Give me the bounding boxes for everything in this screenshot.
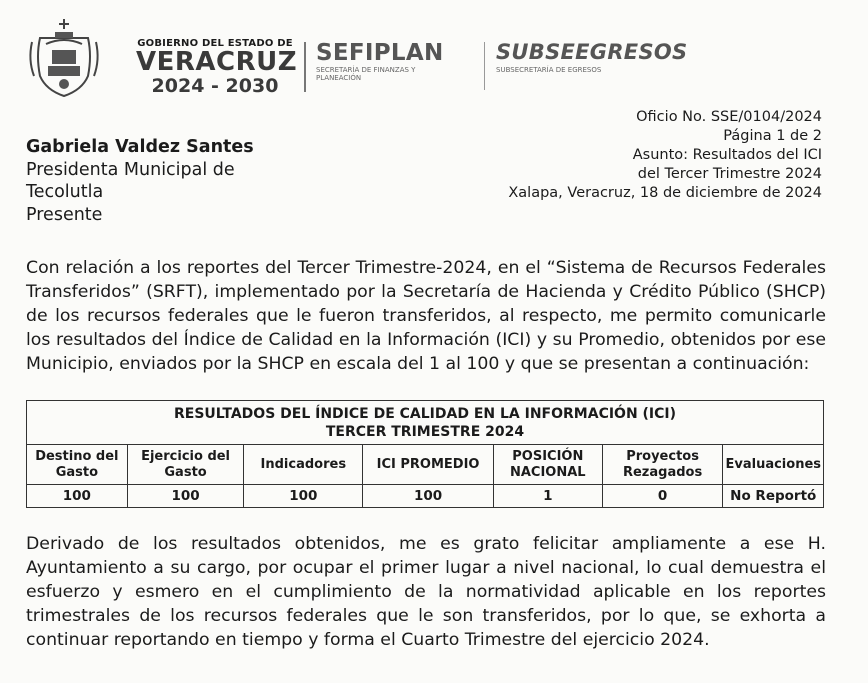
state-government-logo: [136, 38, 298, 97]
table-title-line-2: TERCER TRIMESTRE 2024: [325, 424, 525, 440]
gov-line1: GOBIERNO DEL ESTADO DE: [137, 38, 293, 49]
body-paragraph-2: Derivado de los resultados obtenidos, me es grato felicitar ampliamente a ese H. Ayuntamiento a su cargo, por ocupar el primer lugar a nivel nacional, lo cual demuestra el esfuerzo y esmero en el cumplimiento de la normatividad aplicable en los reportes trimestrales de los recursos federales que le son transferidos, por lo que, se exhorta a continuar reportando en tiempo y forma el Cuarto Trimestre del ejercicio 2024.: [26, 534, 826, 650]
recipient-title-2: Tecolutla: [26, 182, 104, 202]
table-cell: No Reportó: [723, 485, 824, 508]
table-cell: 100: [363, 485, 494, 508]
recipient-title-1: Presidenta Municipal de: [26, 159, 235, 180]
sefiplan-name: SEFIPLAN: [316, 40, 444, 66]
recipient-name: Gabriela Valdez Santes: [26, 137, 254, 157]
sefiplan-subtitle: SECRETARÍA DE FINANZAS Y PLANEACIÓN: [316, 66, 416, 82]
reference-block: [508, 108, 822, 203]
table-header-row: [27, 445, 824, 485]
ici-results-table: [26, 400, 824, 508]
table-cell: 1: [493, 485, 602, 508]
column-header: Indicadores: [244, 445, 363, 485]
table-cell: 100: [244, 485, 363, 508]
subseegresos-logo: [496, 40, 687, 74]
table-cell: 100: [127, 485, 244, 508]
subject-line-1: Asunto: Resultados del ICI: [632, 147, 822, 163]
gov-line3: 2024 - 2030: [151, 75, 279, 97]
header-divider: [484, 42, 485, 90]
table-row: [27, 485, 824, 508]
letterhead: [26, 14, 846, 104]
oficio-number: Oficio No. SSE/0104/2024: [636, 109, 822, 125]
table-cell: 100: [27, 485, 128, 508]
page-number: Página 1 de 2: [723, 128, 822, 144]
body-paragraph-1: Con relación a los reportes del Tercer Trimestre-2024, en el “Sistema de Recursos Federales Transferidos” (SRFT), implementado por la Secretaría de Hacienda y Crédito Público (SHCP) de los recursos federales que le fueron transferidos, al respecto, me permito comunicarle los resultados del Índice de Calidad en la Información (ICI) y su Promedio, obtenidos por ese Municipio, enviados por la SHCP en escala del 1 al 100 y que se presentan a continuación:: [26, 258, 826, 374]
place-date: Xalapa, Veracruz, 18 de diciembre de 2024: [508, 185, 822, 201]
column-header: POSICIÓN NACIONAL: [493, 445, 602, 485]
header-divider: [304, 42, 306, 92]
table-cell: 0: [602, 485, 723, 508]
column-header: Proyectos Rezagados: [602, 445, 723, 485]
sefiplan-logo: [316, 40, 444, 82]
column-header: Ejercicio del Gasto: [127, 445, 244, 485]
subseegresos-subtitle: SUBSECRETARÍA DE EGRESOS: [496, 66, 602, 74]
table-title: [27, 401, 824, 445]
recipient-block: [26, 136, 254, 226]
recipient-presente: Presente: [26, 204, 103, 225]
table-title-line-1: RESULTADOS DEL ÍNDICE DE CALIDAD EN LA INFORMACIÓN (ICI): [173, 406, 677, 422]
column-header: ICI PROMEDIO: [363, 445, 494, 485]
subseegresos-name: SUBSEEGRESOS: [496, 40, 688, 64]
veracruz-coat-of-arms-icon: [26, 16, 102, 98]
column-header: Destino del Gasto: [27, 445, 128, 485]
subject-line-2: del Tercer Trimestre 2024: [637, 166, 822, 182]
column-header: Evaluaciones: [723, 445, 824, 485]
gov-line2: VERACRUZ: [136, 47, 298, 77]
